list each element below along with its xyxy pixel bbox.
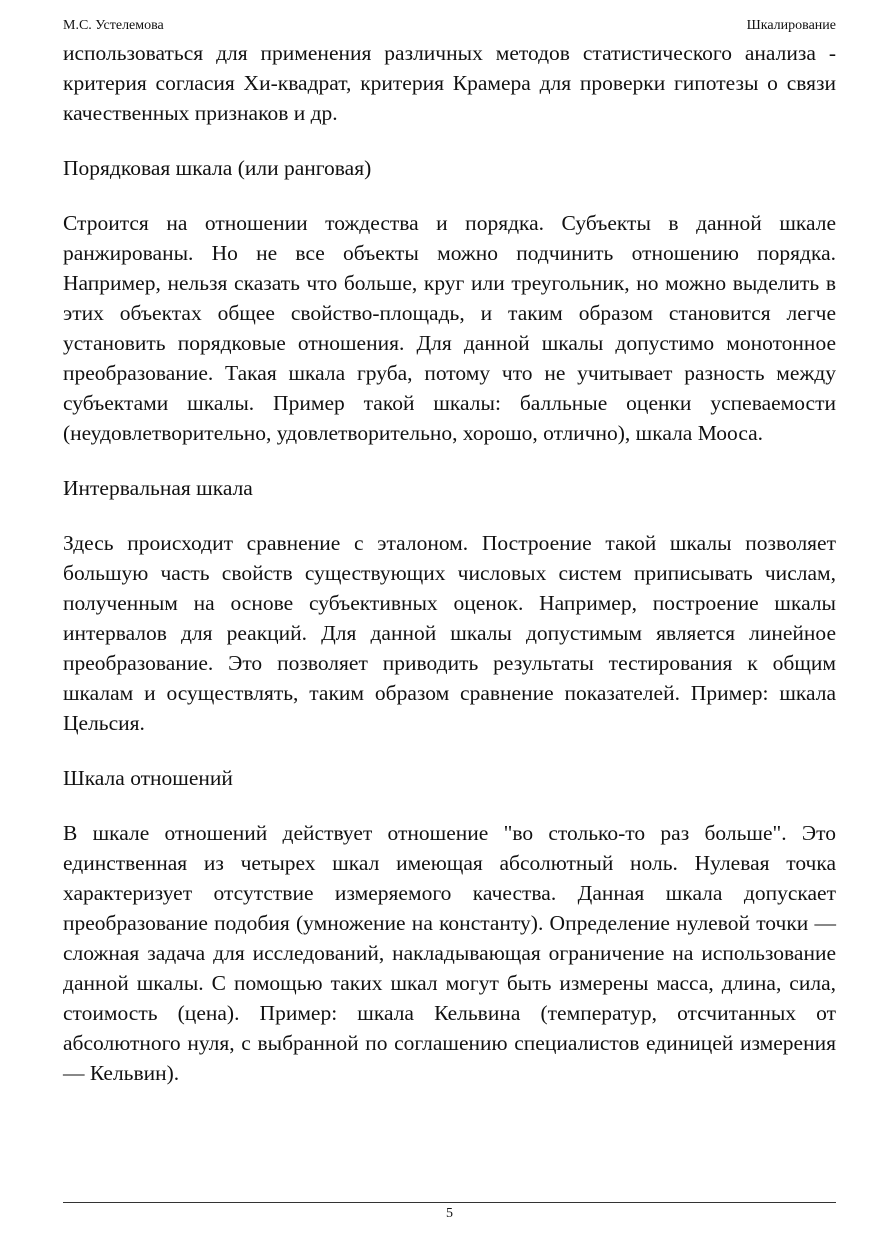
header-title: Шкалирование: [746, 18, 836, 33]
paragraph-ratio-scale: В шкале отношений действует отношение "во столько-то раз больше". Это единственная из четырех шкал имеющая абсолютный ноль. Нулевая точка характеризует отсутствие измеряемого качества. Данная шкала допускает преобразование подобия (умножение на константу). Определение нулевой точки — сложная задача для исследований, накладывающая ограничение на использование данной шкалы. С помощью таких шкал могут быть измерены масса, длина, сила, стоимость (цена). Пример: шкала Кельвина (температур, отсчитанных от абсолютного нуля, с выбранной по соглашению специалистов единицей измерения — Кельвин).: [63, 821, 836, 1085]
page-number: 5: [446, 1206, 453, 1221]
paragraph-ordinal-scale: Строится на отношении тождества и порядка. Субъекты в данной шкале ранжированы. Но не все объекты можно подчинить отношению порядка. Например, нельзя сказать что больше, круг или треугольник, но можно выделить в этих объектах общее свойство-площадь, и таким образом становится легче установить порядковые отношения. Для данной шкалы допустимо монотонное преобразование. Такая шкала груба, потому что не учитывает разность между субъектами шкалы. Пример такой шкалы: балльные оценки успеваемости (неудовлетворительно, удовлетворительно, хорошо, отлично), шкала Мооса.: [63, 211, 836, 445]
paragraph-interval-scale: Здесь происходит сравнение с эталоном. Построение такой шкалы позволяет большую часть свойств существующих числовых систем приписывать числам, полученным на основе субъективных оценок. Например, построение шкалы интервалов для реакций. Для данной шкалы допустимым является линейное преобразование. Это позволяет приводить результаты тестирования к общим шкалам и осуществлять, таким образом сравнение показателей. Пример: шкала Цельсия.: [63, 531, 836, 735]
footer-divider: [63, 1202, 836, 1203]
document-body: [63, 38, 836, 1113]
paragraph-continuation: использоваться для применения различных методов статистического анализа - критерия согласия Хи-квадрат, критерия Крамера для проверки гипотезы о связи качественных признаков и др.: [63, 41, 836, 125]
section-heading-interval-scale: Интервальная шкала: [63, 476, 253, 500]
header-author: М.С. Устелемова: [63, 18, 164, 33]
section-heading-ratio-scale: Шкала отношений: [63, 766, 233, 790]
page-header: [63, 17, 836, 35]
section-heading-ordinal-scale: Порядковая шкала (или ранговая): [63, 156, 372, 180]
